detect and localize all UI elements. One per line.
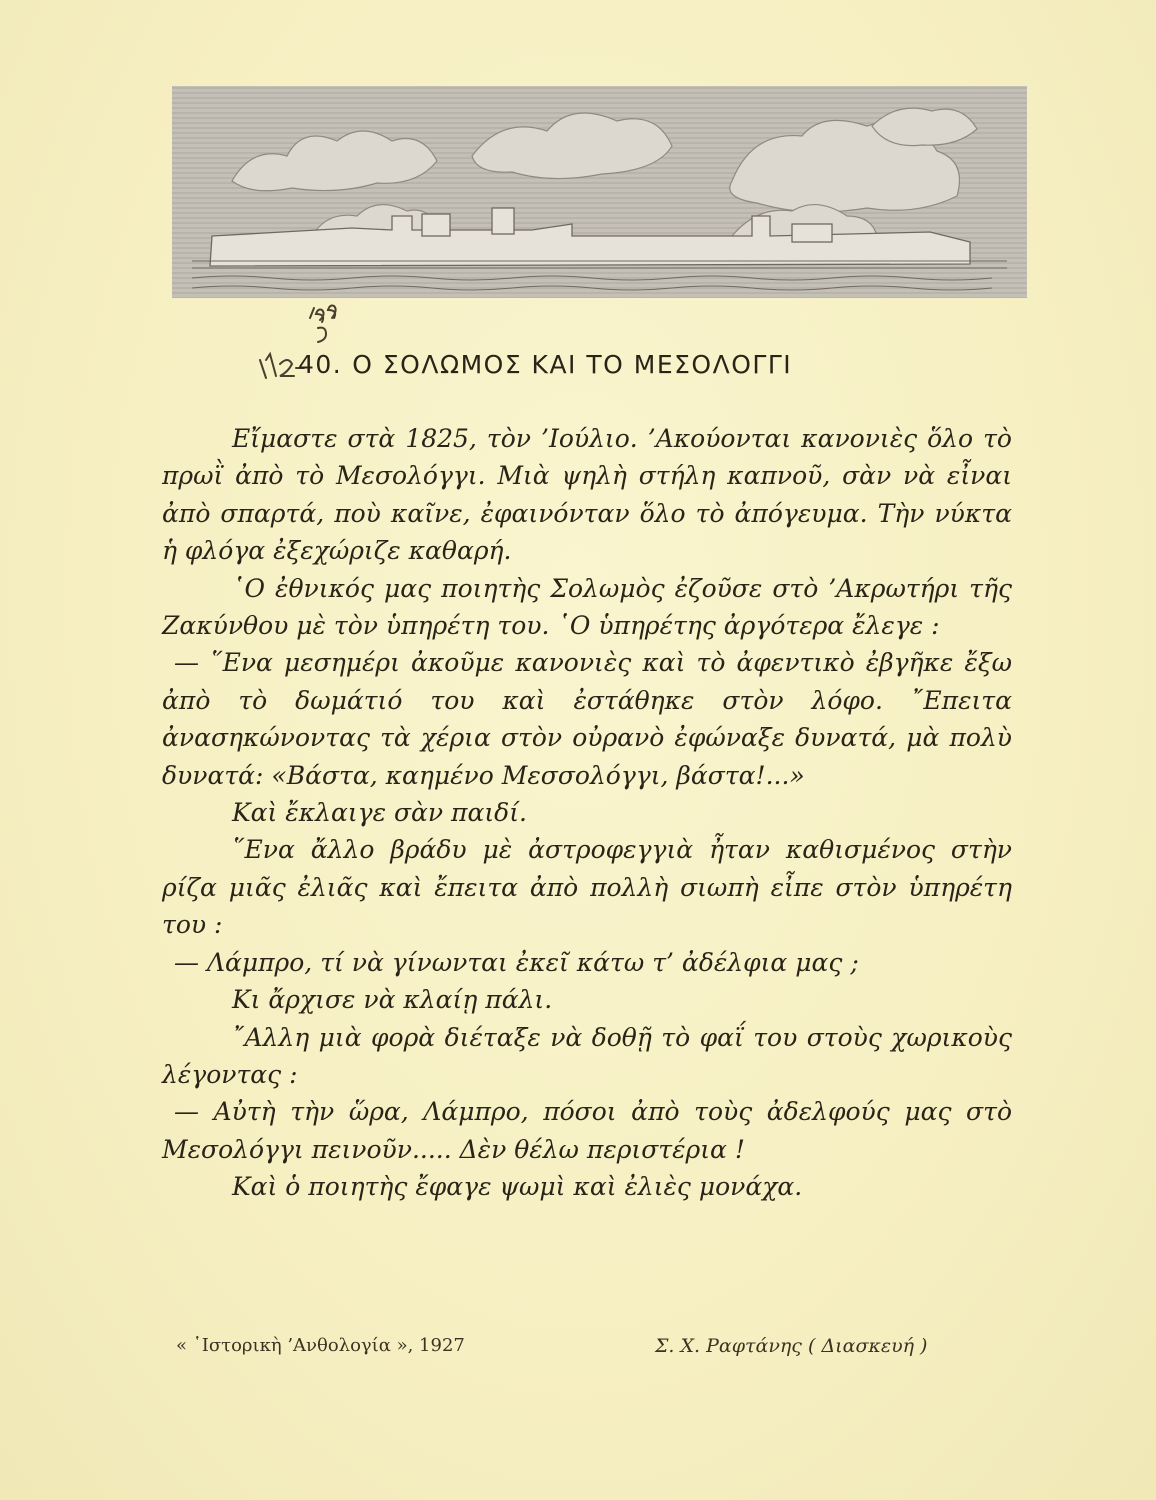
- paragraph-3: — ῞Ενα μεσημέρι ἀκοῦμε κανονιὲς καὶ τὸ ἀφεντικὸ ἐβγῆκε ἔξω ἀπὸ τὸ δωμάτιό του καὶ ἐστάθηκε στὸν λόφο. ῎Επειτα ἀνασηκώνοντας τὰ χέρια στὸν οὐρανὸ ἐφώναξε δυνατά, μὰ πολὺ δυνατά: «Βάστα, καημένο Μεσσολόγγι, βάστα!...»: [162, 648, 1012, 790]
- paragraph-1: Εἴμαστε στὰ 1825, τὸν ’Ιούλιο. ’Ακούονται κανονιὲς ὅλο τὸ πρωῒ ἀπὸ τὸ Μεσολόγγι. Μιὰ ψηλὴ στήλη καπνοῦ, σὰν νὰ εἶναι ἀπὸ σπαρτά, ποὺ καῖνε, ἐφαινόνταν ὅλο τὸ ἀπόγευμα. Τὴν νύκτα ἡ φλόγα ἐξεχώριζε καθαρή.: [162, 424, 1012, 566]
- burning-fortress-engraving-icon: [172, 86, 1027, 298]
- paragraph-8: ῎Αλλη μιὰ φορὰ διέταξε νὰ δοθῇ τὸ φαΐ του στοὺς χωρικοὺς λέγοντας :: [162, 1022, 1012, 1089]
- source-citation: « ῾Ιστορικὴ ’Ανθολογία », 1927: [176, 1335, 465, 1356]
- story-body: [162, 420, 1012, 1206]
- chapter-title: [298, 350, 792, 379]
- paragraph-5: ῞Ενα ἄλλο βράδυ μὲ ἀστροφεγγιὰ ἦταν καθισμένος στὴν ρίζα μιᾶς ἐλιᾶς καὶ ἔπειτα ἀπὸ πολλὴ σιωπὴ εἶπε στὸν ὑπηρέτη του :: [162, 835, 1012, 940]
- chapter-number: 40.: [298, 350, 343, 379]
- paragraph-9: — Αὐτὴ τὴν ὥρα, Λάμπρο, πόσοι ἀπὸ τοὺς ἀδελφούς μας στὸ Μεσολόγγι πεινοῦν..... Δὲν θέλω περιστέρια !: [162, 1097, 1012, 1164]
- author-credit: Σ. Χ. Ραφτάνης ( Διασκευή ): [655, 1335, 928, 1357]
- paragraph-10: Καὶ ὁ ποιητὴς ἔφαγε ψωμὶ καὶ ἐλιὲς μονάχα.: [232, 1172, 803, 1202]
- paragraph-2: ῾Ο ἐθνικός μας ποιητὴς Σολωμὸς ἐζοῦσε στὸ ’Ακρωτήρι τῆς Ζακύνθου μὲ τὸν ὑπηρέτη του. ῾Ο ὑπηρέτης ἀργότερα ἔλεγε :: [162, 573, 1012, 641]
- chapter-title-text: Ο ΣΟΛΩΜΟΣ ΚΑΙ ΤΟ ΜΕΣΟΛΟΓΓΙ: [352, 350, 793, 379]
- paragraph-7: Κι ἄρχισε νὰ κλαίῃ πάλι.: [232, 985, 553, 1015]
- paragraph-4: Καὶ ἔκλαιγε σὰν παιδί.: [232, 798, 527, 828]
- paragraph-6: — Λάμπρο, τί νὰ γίνωνται ἐκεῖ κάτω τ’ ἀδέλφια μας ;: [174, 947, 859, 977]
